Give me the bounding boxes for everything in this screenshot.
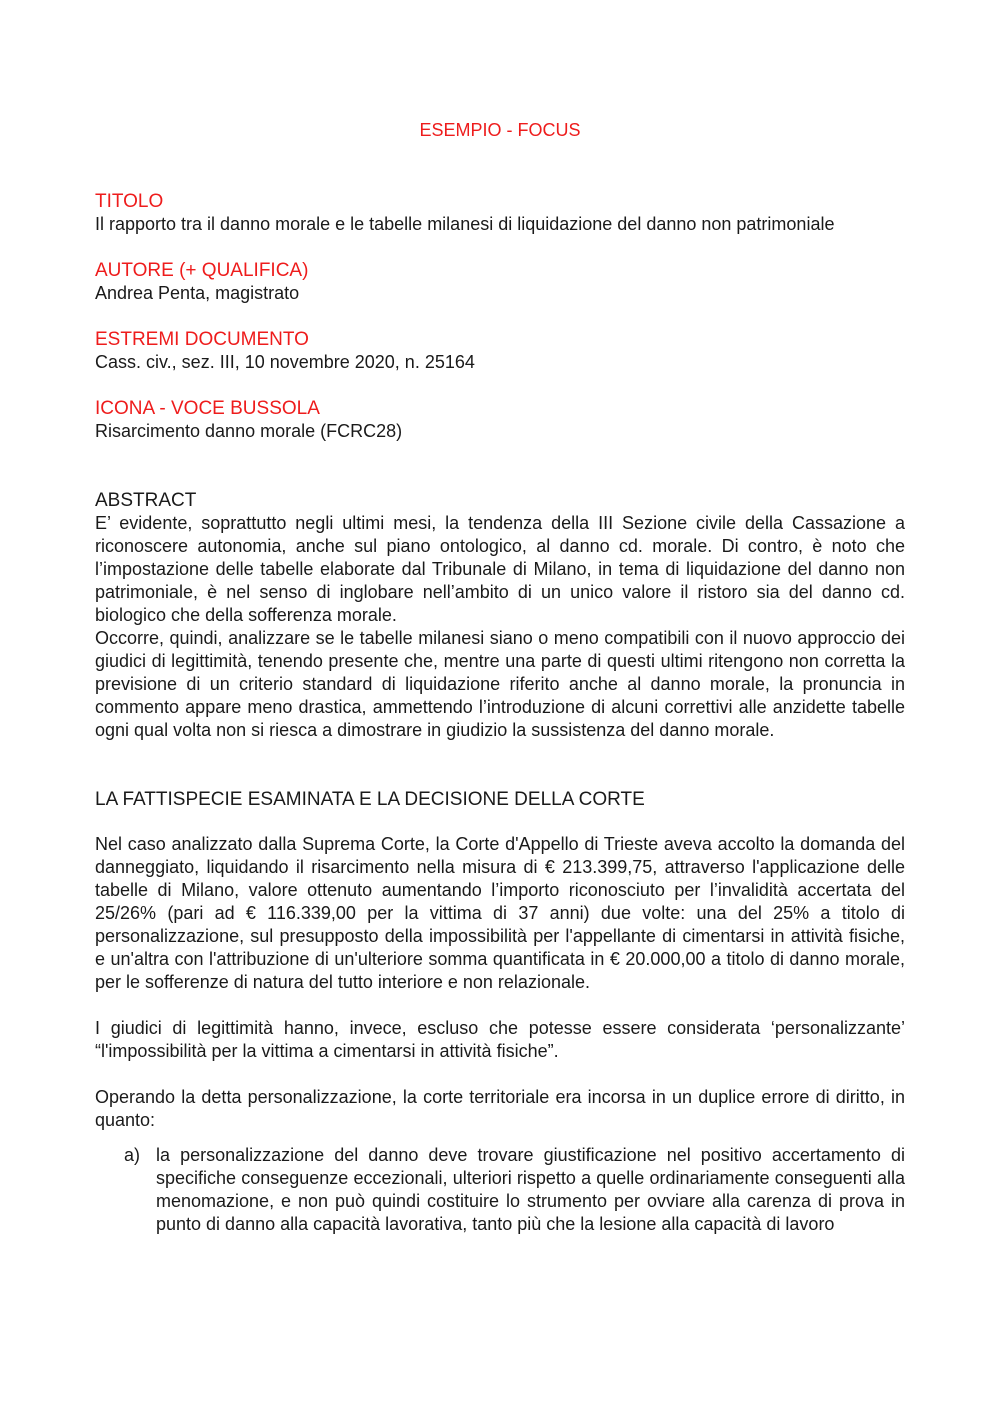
section-paragraph-2: I giudici di legittimità hanno, invece, escluso che potesse essere considerata ‘personalizzante’ “l'impossibilità per la vittima a cimentarsi in attività fisiche”. (95, 1018, 905, 1061)
titolo-field (95, 190, 905, 236)
section-paragraph-3: Operando la detta personalizzazione, la corte territoriale era incorsa in un duplice errore di diritto, in quanto: (95, 1087, 905, 1130)
document-content (95, 119, 905, 1236)
estremi-field (95, 328, 905, 374)
errors-list (95, 1144, 905, 1236)
abstract-paragraph-2: Occorre, quindi, analizzare se le tabelle milanesi siano o meno compatibili con il nuovo approccio dei giudici di legittimità, tenendo presente che, mentre una parte di questi ultimi ritengono non corretta la previsione di un criterio standard di liquidazione riferito anche al danno morale, la pronuncia in commento appare meno drastica, ammettendo l’introduzione di alcuni correttivi alle anzidette tabelle ogni qual volta non si riesca a dimostrare in giudizio la sussistenza del danno morale. (95, 628, 905, 740)
autore-value: Andrea Penta, magistrato (95, 283, 300, 303)
document-type-heading: ESEMPIO - FOCUS (419, 120, 581, 140)
autore-label: AUTORE (+ QUALIFICA) (95, 260, 309, 281)
section-paragraph-1: Nel caso analizzato dalla Suprema Corte, la Corte d'Appello di Trieste aveva accolto la domanda del danneggiato, liquidando il risarcimento nella misura di € 213.399,75, attraverso l'applicazione delle tabelle di Milano, valore ottenuto aumentando l’importo riconosciuto per l’invalidità accertata del 25/26% (pari ad € 116.339,00 per la vittima di 37 anni) due volte: una del 25% a titolo di personalizzazione, sul presupposto della impossibilità per l'appellante di cimentarsi in attività fisiche, e un'altra con l'attribuzione di un'ulteriore somma quantificata in € 20.000,00 a titolo di danno morale, per le sofferenze di natura del tutto interiore e non relazionale. (95, 834, 905, 992)
autore-field (95, 259, 905, 305)
list-marker: a) (124, 1145, 141, 1165)
estremi-value: Cass. civ., sez. III, 10 novembre 2020, n. 25164 (95, 352, 475, 372)
abstract-paragraph-1: E’ evidente, soprattutto negli ultimi mesi, la tendenza della III Sezione civile della Cassazione a riconoscere autonomia, anche sul piano ontologico, al danno cd. morale. Di contro, è noto che l’impostazione delle tabelle elaborate dal Tribunale di Milano, in tema di liquidazione del danno non patrimoniale, è nel senso di inglobare nell’ambito di un unico valore il ristoro sia del danno cd. biologico che della sofferenza morale. (95, 513, 905, 625)
icona-label: ICONA - VOCE BUSSOLA (95, 398, 320, 419)
icona-value: Risarcimento danno morale (FCRC28) (95, 421, 403, 441)
list-item (95, 1144, 905, 1236)
list-item-text: la personalizzazione del danno deve trovare giustificazione nel positivo accertamento di specifiche conseguenze eccezionali, ulteriori rispetto a quelle ordinariamente conseguenti alla menomazione, e non può quindi costituire lo strumento per ovviare alla carenza di prova in punto di danno alla capacità lavorativa, tanto più che la lesione alla capacità di lavoro (156, 1145, 905, 1234)
abstract-title: ABSTRACT (95, 490, 197, 511)
titolo-label: TITOLO (95, 191, 164, 212)
titolo-value: Il rapporto tra il danno morale e le tabelle milanesi di liquidazione del danno non patrimoniale (95, 214, 835, 234)
estremi-label: ESTREMI DOCUMENTO (95, 329, 309, 350)
section-title: LA FATTISPECIE ESAMINATA E LA DECISIONE DELLA CORTE (95, 789, 645, 810)
icona-field (95, 397, 905, 443)
